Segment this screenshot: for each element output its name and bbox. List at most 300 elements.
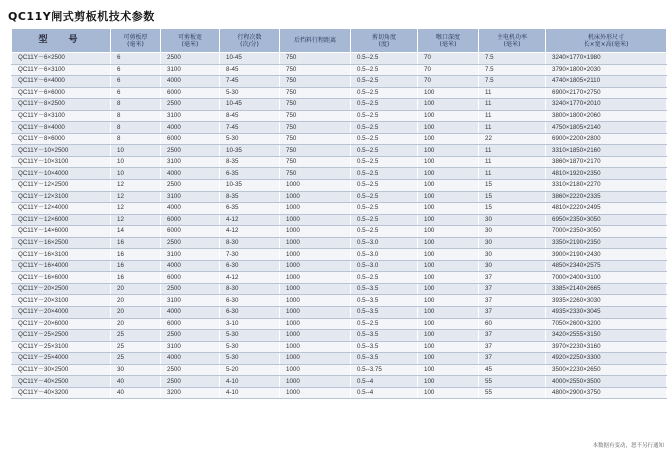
table-cell: 3860×1870×2170: [546, 156, 667, 168]
table-cell: 3-10: [220, 318, 280, 330]
column-header-unit: (毫米): [439, 40, 457, 48]
table-cell: 30: [111, 364, 161, 376]
table-cell: 4000: [161, 203, 220, 215]
table-cell: 750: [280, 133, 351, 145]
table-cell: 0.5--2.5: [351, 133, 418, 145]
table-cell: 11: [479, 156, 546, 168]
table-cell: 7-30: [220, 249, 280, 261]
model-cell: QC11Y－25×4000: [12, 353, 111, 365]
table-row: [12, 307, 667, 319]
table-cell: 1000: [280, 191, 351, 203]
table-cell: 1000: [280, 203, 351, 215]
table-cell: 3100: [161, 249, 220, 261]
table-cell: 5-30: [220, 341, 280, 353]
table-cell: 8: [111, 133, 161, 145]
table-cell: 4000: [161, 122, 220, 134]
table-cell: 6: [111, 64, 161, 76]
table-cell: 7-45: [220, 122, 280, 134]
table-cell: 100: [418, 318, 479, 330]
table-cell: 10: [111, 168, 161, 180]
table-cell: 100: [418, 122, 479, 134]
column-header-label: 剪切角度: [371, 33, 396, 41]
table-row: [12, 99, 667, 111]
table-cell: 16: [111, 249, 161, 261]
table-header-row: [12, 29, 667, 53]
table-row: [12, 387, 667, 399]
table-cell: 10-35: [220, 180, 280, 192]
table-cell: 4810×2220×2495: [546, 203, 667, 215]
column-header: [479, 29, 546, 53]
table-cell: 3935×2260×3030: [546, 295, 667, 307]
table-cell: 10-35: [220, 145, 280, 157]
table-cell: 3310×2180×2270: [546, 180, 667, 192]
table-cell: 100: [418, 226, 479, 238]
table-cell: 750: [280, 87, 351, 99]
table-cell: 5-30: [220, 353, 280, 365]
table-cell: 2500: [161, 330, 220, 342]
table-cell: 40: [111, 387, 161, 399]
table-cell: 100: [418, 249, 479, 261]
table-cell: 0.5--3.5: [351, 283, 418, 295]
table-cell: 100: [418, 353, 479, 365]
table-cell: 8-30: [220, 283, 280, 295]
table-cell: 100: [418, 87, 479, 99]
table-cell: 6-35: [220, 168, 280, 180]
column-header-unit: (度): [378, 40, 390, 48]
table-cell: 11: [479, 145, 546, 157]
column-header: [220, 29, 280, 53]
table-cell: 3350×2190×2350: [546, 237, 667, 249]
table-cell: 1000: [280, 272, 351, 284]
table-cell: 70: [418, 76, 479, 88]
table-cell: 4810×1920×2350: [546, 168, 667, 180]
table-row: [12, 214, 667, 226]
table-cell: 2500: [161, 180, 220, 192]
table-row: [12, 295, 667, 307]
model-cell: QC11Y－40×3200: [12, 387, 111, 399]
table-cell: 12: [111, 203, 161, 215]
table-cell: 3100: [161, 191, 220, 203]
table-cell: 100: [418, 180, 479, 192]
table-cell: 100: [418, 260, 479, 272]
table-cell: 3100: [161, 341, 220, 353]
table-cell: 5-20: [220, 364, 280, 376]
table-cell: 0.5--3.75: [351, 364, 418, 376]
table-cell: 100: [418, 364, 479, 376]
table-cell: 6000: [161, 318, 220, 330]
model-cell: QC11Y－10×4000: [12, 168, 111, 180]
table-cell: 11: [479, 87, 546, 99]
column-header-label: 行程次数: [237, 33, 262, 41]
table-row: [12, 53, 667, 65]
table-cell: 0.5--3.5: [351, 307, 418, 319]
table-cell: 15: [479, 203, 546, 215]
table-cell: 1000: [280, 295, 351, 307]
model-cell: QC11Y－20×3100: [12, 295, 111, 307]
table-cell: 0.5--3.0: [351, 237, 418, 249]
table-cell: 6-30: [220, 260, 280, 272]
table-cell: 0.5--3.5: [351, 295, 418, 307]
table-cell: 70: [418, 64, 479, 76]
table-cell: 3860×2220×2335: [546, 191, 667, 203]
table-cell: 750: [280, 110, 351, 122]
table-cell: 6-30: [220, 307, 280, 319]
table-cell: 1000: [280, 214, 351, 226]
table-body: [12, 53, 667, 399]
table-cell: 3500×2230×2650: [546, 364, 667, 376]
table-cell: 4850×2340×2575: [546, 260, 667, 272]
table-row: [12, 272, 667, 284]
table-cell: 0.5--2.5: [351, 180, 418, 192]
table-cell: 0.5--2.5: [351, 272, 418, 284]
table-cell: 5-30: [220, 87, 280, 99]
table-cell: 12: [111, 214, 161, 226]
table-cell: 0.5--2.5: [351, 53, 418, 65]
table-cell: 0.5--2.5: [351, 168, 418, 180]
table-cell: 16: [111, 272, 161, 284]
column-header: [351, 29, 418, 53]
table-cell: 4-12: [220, 226, 280, 238]
table-cell: 3800×1800×2060: [546, 110, 667, 122]
column-header: [12, 29, 111, 53]
table-row: [12, 318, 667, 330]
model-cell: QC11Y－6×3100: [12, 64, 111, 76]
table-cell: 6: [111, 76, 161, 88]
table-cell: 4000: [161, 168, 220, 180]
table-cell: 0.5--2.5: [351, 156, 418, 168]
model-cell: QC11Y－6×2500: [12, 53, 111, 65]
table-cell: 0.5--2.5: [351, 145, 418, 157]
table-row: [12, 353, 667, 365]
table-cell: 750: [280, 99, 351, 111]
table-cell: 750: [280, 76, 351, 88]
table-cell: 6000: [161, 226, 220, 238]
table-cell: 0.5--3.5: [351, 330, 418, 342]
table-cell: 750: [280, 64, 351, 76]
table-cell: 70: [418, 53, 479, 65]
table-row: [12, 87, 667, 99]
model-cell: QC11Y－40×2500: [12, 376, 111, 388]
table-row: [12, 145, 667, 157]
table-cell: 37: [479, 307, 546, 319]
table-cell: 100: [418, 307, 479, 319]
table-cell: 4000: [161, 76, 220, 88]
table-cell: 2500: [161, 364, 220, 376]
spec-table-container: [11, 28, 666, 399]
table-cell: 0.5--4: [351, 376, 418, 388]
table-cell: 30: [479, 237, 546, 249]
table-cell: 4000×2550×3500: [546, 376, 667, 388]
table-cell: 0.5--2.5: [351, 214, 418, 226]
table-cell: 8-45: [220, 110, 280, 122]
column-header-label: 后挡料行程距离: [293, 37, 336, 44]
table-cell: 1000: [280, 330, 351, 342]
table-cell: 3240×1770×2010: [546, 99, 667, 111]
table-cell: 11: [479, 110, 546, 122]
table-cell: 37: [479, 330, 546, 342]
table-cell: 100: [418, 341, 479, 353]
table-cell: 30: [479, 249, 546, 261]
table-cell: 100: [418, 110, 479, 122]
table-cell: 1000: [280, 226, 351, 238]
column-header-unit: (次/分): [240, 40, 259, 48]
table-cell: 4-10: [220, 387, 280, 399]
table-cell: 0.5--2.5: [351, 226, 418, 238]
table-cell: 3790×1800×2030: [546, 64, 667, 76]
table-cell: 8: [111, 99, 161, 111]
table-cell: 7000×2400×3100: [546, 272, 667, 284]
table-cell: 750: [280, 122, 351, 134]
table-cell: 1000: [280, 364, 351, 376]
table-cell: 25: [111, 330, 161, 342]
table-row: [12, 283, 667, 295]
table-row: [12, 203, 667, 215]
table-cell: 6: [111, 53, 161, 65]
model-cell: QC11Y－12×2500: [12, 180, 111, 192]
table-cell: 10-45: [220, 99, 280, 111]
table-cell: 20: [111, 318, 161, 330]
table-cell: 7050×2600×3200: [546, 318, 667, 330]
table-cell: 2500: [161, 99, 220, 111]
column-header-label: 可剪板厚: [123, 33, 148, 41]
model-cell: QC11Y－20×4000: [12, 307, 111, 319]
column-header-unit: (毫米): [181, 40, 199, 48]
column-header: [280, 29, 351, 53]
table-cell: 30: [479, 214, 546, 226]
column-header-label: 型 号: [38, 35, 84, 45]
table-cell: 37: [479, 295, 546, 307]
table-cell: 6950×2350×3050: [546, 214, 667, 226]
column-header-unit: (毫米): [127, 40, 144, 48]
footnote: 本数据有变动，恕不另行通知: [592, 443, 664, 449]
model-cell: QC11Y－25×2500: [12, 330, 111, 342]
column-header: [418, 29, 479, 53]
table-cell: 0.5--2.5: [351, 318, 418, 330]
table-row: [12, 364, 667, 376]
table-cell: 25: [111, 353, 161, 365]
table-cell: 6000: [161, 272, 220, 284]
table-cell: 22: [479, 133, 546, 145]
table-cell: 100: [418, 133, 479, 145]
table-row: [12, 76, 667, 88]
table-cell: 3100: [161, 64, 220, 76]
table-cell: 37: [479, 353, 546, 365]
table-cell: 30: [479, 260, 546, 272]
table-cell: 1000: [280, 387, 351, 399]
table-cell: 7-45: [220, 76, 280, 88]
table-cell: 750: [280, 156, 351, 168]
column-header-unit: (毫米): [503, 40, 521, 48]
model-cell: QC11Y－12×3100: [12, 191, 111, 203]
table-cell: 100: [418, 191, 479, 203]
table-cell: 100: [418, 203, 479, 215]
table-cell: 2500: [161, 283, 220, 295]
table-cell: 15: [479, 180, 546, 192]
table-cell: 1000: [280, 353, 351, 365]
table-cell: 0.5--2.5: [351, 191, 418, 203]
table-cell: 45: [479, 364, 546, 376]
model-cell: QC11Y－12×4000: [12, 203, 111, 215]
table-cell: 55: [479, 387, 546, 399]
table-cell: 3970×2230×3160: [546, 341, 667, 353]
model-cell: QC11Y－25×3100: [12, 341, 111, 353]
model-cell: QC11Y－16×3100: [12, 249, 111, 261]
column-header: [161, 29, 220, 53]
table-cell: 8-35: [220, 191, 280, 203]
table-cell: 1000: [280, 249, 351, 261]
model-cell: QC11Y－10×2500: [12, 145, 111, 157]
table-cell: 3100: [161, 156, 220, 168]
table-cell: 2500: [161, 237, 220, 249]
table-cell: 10-45: [220, 53, 280, 65]
table-cell: 8: [111, 110, 161, 122]
table-cell: 100: [418, 214, 479, 226]
model-cell: QC11Y－14×6000: [12, 226, 111, 238]
table-cell: 3240×1770×1980: [546, 53, 667, 65]
table-row: [12, 249, 667, 261]
table-row: [12, 64, 667, 76]
table-cell: 10: [111, 145, 161, 157]
table-row: [12, 330, 667, 342]
column-header-label: 可剪板宽: [177, 33, 202, 41]
model-cell: QC11Y－16×4000: [12, 260, 111, 272]
table-cell: 100: [418, 156, 479, 168]
table-cell: 2500: [161, 376, 220, 388]
table-cell: 7.5: [479, 64, 546, 76]
table-cell: 37: [479, 341, 546, 353]
model-cell: QC11Y－6×6000: [12, 87, 111, 99]
table-cell: 20: [111, 295, 161, 307]
table-cell: 100: [418, 237, 479, 249]
table-cell: 0.5--3.0: [351, 260, 418, 272]
table-cell: 6900×2170×2750: [546, 87, 667, 99]
table-row: [12, 341, 667, 353]
column-header-label: 主电机功率: [496, 33, 527, 41]
table-row: [12, 133, 667, 145]
table-cell: 1000: [280, 318, 351, 330]
table-cell: 4740×1805×2110: [546, 76, 667, 88]
table-cell: 1000: [280, 283, 351, 295]
table-row: [12, 110, 667, 122]
table-cell: 1000: [280, 307, 351, 319]
table-cell: 4920×2250×3300: [546, 353, 667, 365]
table-cell: 100: [418, 330, 479, 342]
table-cell: 2500: [161, 53, 220, 65]
table-cell: 5-30: [220, 330, 280, 342]
table-row: [12, 168, 667, 180]
table-cell: 750: [280, 53, 351, 65]
table-cell: 16: [111, 237, 161, 249]
table-cell: 7000×2350×3050: [546, 226, 667, 238]
table-cell: 0.5--2.5: [351, 87, 418, 99]
table-cell: 3100: [161, 295, 220, 307]
table-cell: 16: [111, 260, 161, 272]
table-cell: 100: [418, 283, 479, 295]
table-cell: 100: [418, 168, 479, 180]
model-cell: QC11Y－16×2500: [12, 237, 111, 249]
table-cell: 0.5--2.5: [351, 64, 418, 76]
table-cell: 7.5: [479, 53, 546, 65]
table-row: [12, 376, 667, 388]
table-cell: 3200: [161, 387, 220, 399]
table-cell: 10: [111, 156, 161, 168]
table-row: [12, 156, 667, 168]
table-cell: 0.5--2.5: [351, 99, 418, 111]
table-cell: 15: [479, 191, 546, 203]
table-cell: 12: [111, 191, 161, 203]
table-cell: 6000: [161, 214, 220, 226]
table-cell: 4000: [161, 260, 220, 272]
table-cell: 6: [111, 87, 161, 99]
table-cell: 4-12: [220, 272, 280, 284]
table-cell: 100: [418, 272, 479, 284]
table-cell: 1000: [280, 341, 351, 353]
table-cell: 1000: [280, 376, 351, 388]
model-cell: QC11Y－12×6000: [12, 214, 111, 226]
table-row: [12, 122, 667, 134]
table-cell: 3420×2555×3150: [546, 330, 667, 342]
table-cell: 4000: [161, 353, 220, 365]
table-cell: 12: [111, 180, 161, 192]
table-cell: 25: [111, 341, 161, 353]
table-cell: 6900×2200×2800: [546, 133, 667, 145]
table-cell: 7.5: [479, 76, 546, 88]
column-header-unit: 长×宽×高(毫米): [583, 40, 629, 48]
table-row: [12, 191, 667, 203]
table-cell: 4000: [161, 307, 220, 319]
table-cell: 6-35: [220, 203, 280, 215]
table-cell: 100: [418, 99, 479, 111]
table-cell: 2500: [161, 145, 220, 157]
table-cell: 100: [418, 145, 479, 157]
table-row: [12, 237, 667, 249]
table-cell: 6-30: [220, 295, 280, 307]
table-cell: 8: [111, 122, 161, 134]
table-cell: 750: [280, 145, 351, 157]
table-cell: 37: [479, 272, 546, 284]
table-cell: 1000: [280, 260, 351, 272]
table-cell: 8-45: [220, 64, 280, 76]
model-cell: QC11Y－16×6000: [12, 272, 111, 284]
model-cell: QC11Y－8×4000: [12, 122, 111, 134]
table-cell: 0.5--4: [351, 387, 418, 399]
table-cell: 8-30: [220, 237, 280, 249]
table-row: [12, 180, 667, 192]
table-cell: 0.5--3.5: [351, 353, 418, 365]
model-cell: QC11Y－10×3100: [12, 156, 111, 168]
table-cell: 6000: [161, 87, 220, 99]
table-cell: 6000: [161, 133, 220, 145]
table-cell: 4800×2900×3750: [546, 387, 667, 399]
table-cell: 3310×1850×2160: [546, 145, 667, 157]
column-header-label: 喉口深度: [435, 33, 460, 41]
table-cell: 5-30: [220, 133, 280, 145]
column-header: [111, 29, 161, 53]
table-cell: 40: [111, 376, 161, 388]
table-cell: 0.5--2.5: [351, 122, 418, 134]
table-cell: 37: [479, 283, 546, 295]
model-cell: QC11Y－8×2500: [12, 99, 111, 111]
table-cell: 14: [111, 226, 161, 238]
table-cell: 8-35: [220, 156, 280, 168]
table-cell: 11: [479, 122, 546, 134]
model-cell: QC11Y－8×3100: [12, 110, 111, 122]
column-header: [546, 29, 667, 53]
table-cell: 750: [280, 168, 351, 180]
model-cell: QC11Y－20×6000: [12, 318, 111, 330]
model-cell: QC11Y－6×4000: [12, 76, 111, 88]
table-row: [12, 260, 667, 272]
